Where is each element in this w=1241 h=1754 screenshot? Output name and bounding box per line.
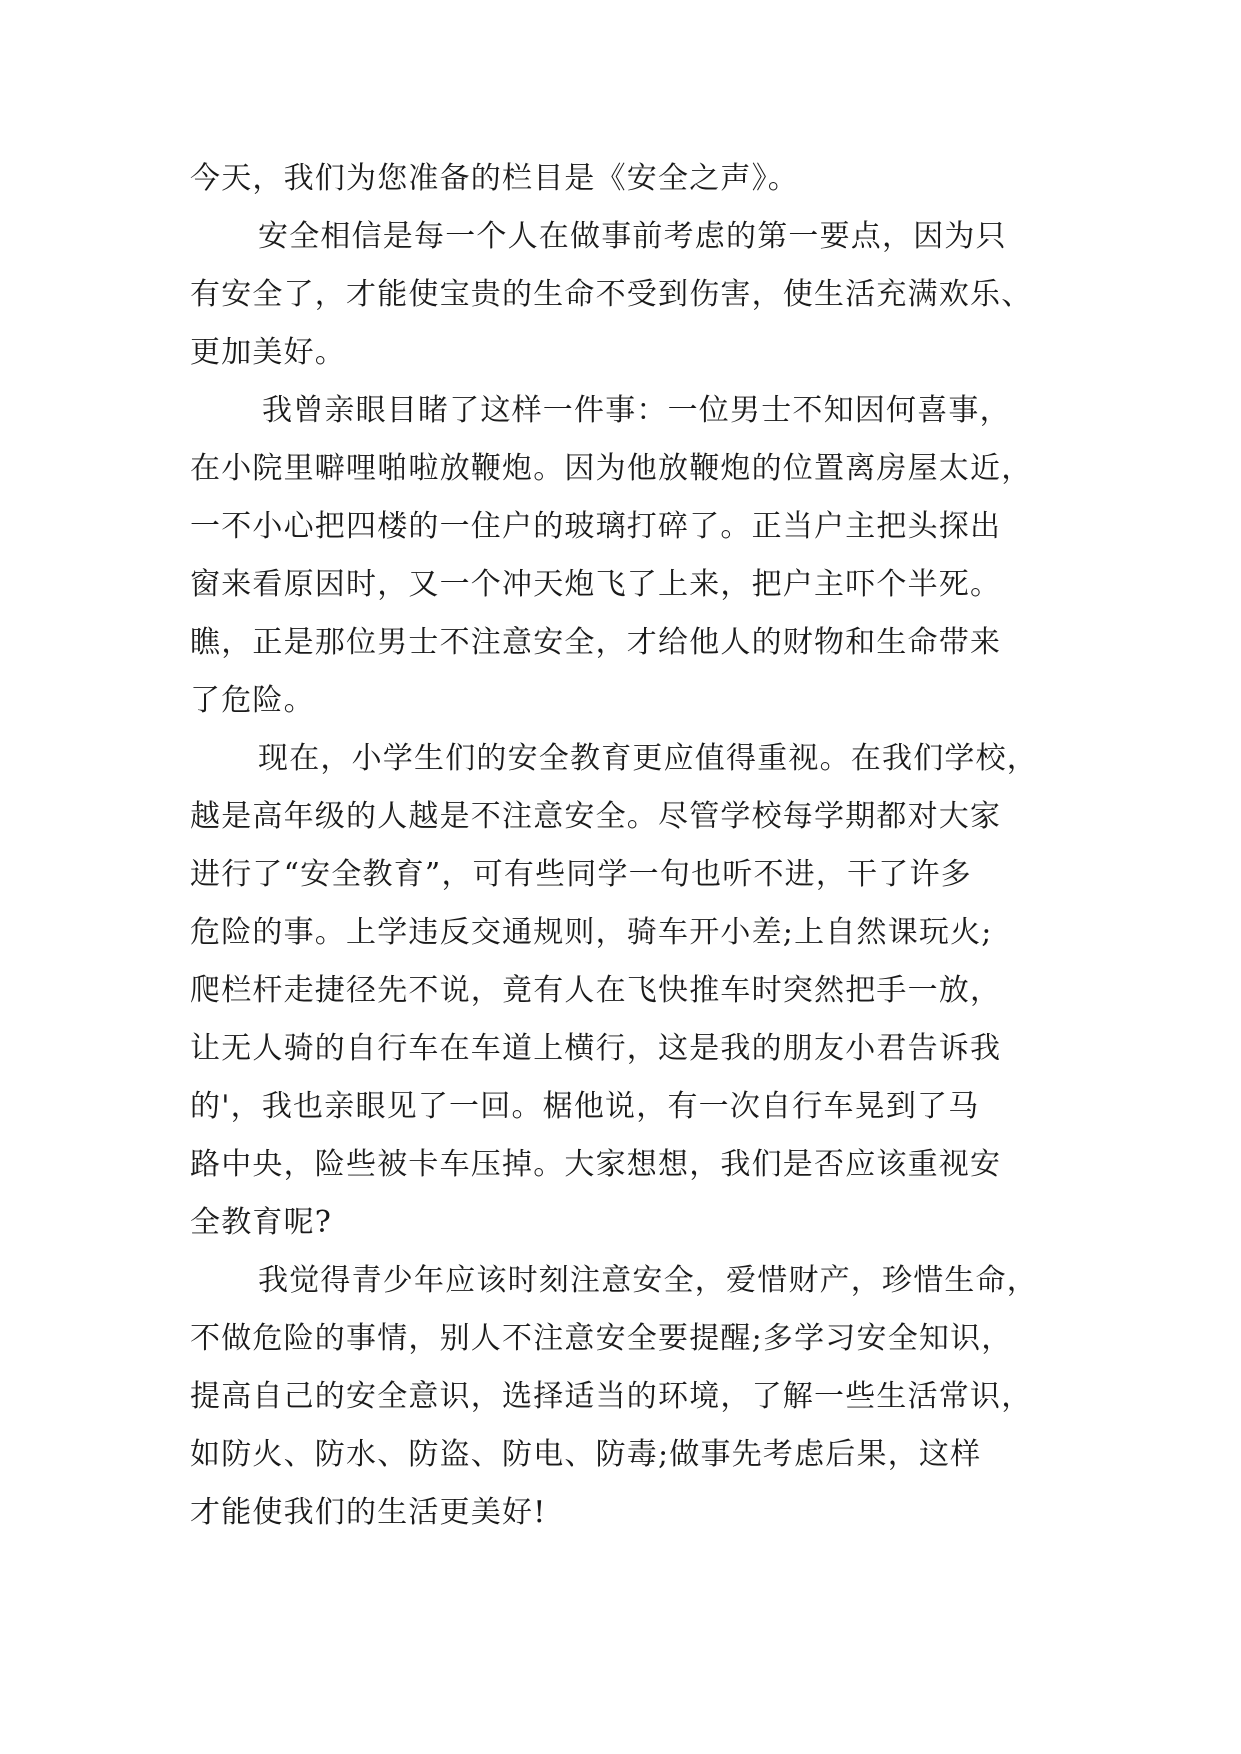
text-line: 窗来看原因时，又一个冲天炮飞了上来，把户主吓个半死。: [190, 567, 1002, 602]
text-line: 更加美好。: [190, 335, 346, 370]
text-line: 今天，我们为您准备的栏目是《安全之声》。: [190, 161, 799, 196]
paragraph-3: [190, 382, 1060, 730]
text-line: 进行了“安全教育”，可有些同学一句也听不进，干了许多: [190, 857, 972, 892]
text-line: 不做危险的事情，别人不注意安全要提醒;多学习安全知识，: [190, 1321, 1013, 1356]
paragraph-4: [190, 730, 1060, 1252]
paragraph-2: [190, 208, 1060, 382]
text-line: 提高自己的安全意识，选择适当的环境，了解一些生活常识，: [190, 1379, 1033, 1414]
text-line: 如防火、防水、防盗、防电、防毒;做事先考虑后果，这样: [190, 1437, 982, 1472]
paragraph-5: [190, 1252, 1060, 1542]
text-line: 让无人骑的自行车在车道上横行，这是我的朋友小君告诉我: [190, 1031, 1002, 1066]
document-body: [190, 150, 1060, 1542]
text-line: 爬栏杆走捷径先不说，竟有人在飞快推车时突然把手一放，: [190, 973, 1002, 1008]
text-line: 安全相信是每一个人在做事前考虑的第一要点，因为只: [258, 219, 1007, 254]
text-line: 在小院里噼哩啪啦放鞭炮。因为他放鞭炮的位置离房屋太近，: [190, 451, 1033, 486]
text-line: 危险的事。上学违反交通规则，骑车开小差;上自然课玩火;: [190, 915, 993, 950]
paragraph-1: [190, 150, 1060, 208]
text-line: 瞧，正是那位男士不注意安全，才给他人的财物和生命带来: [190, 625, 1002, 660]
text-line: 现在，小学生们的安全教育更应值得重视。在我们学校，: [258, 741, 1038, 776]
text-line: 一不小心把四楼的一住户的玻璃打碎了。正当户主把头探出: [190, 509, 1002, 544]
text-line: 了危险。: [190, 683, 315, 718]
text-line: 我觉得青少年应该时刻注意安全，爱惜财产，珍惜生命，: [258, 1263, 1038, 1298]
text-line: 路中央，险些被卡车压掉。大家想想，我们是否应该重视安: [190, 1147, 1002, 1182]
text-line: 的'，我也亲眼见了一回。椐他说，有一次自行车晃到了马: [190, 1089, 980, 1124]
text-line: 我曾亲眼目睹了这样一件事：一位男士不知因何喜事，: [262, 393, 1011, 428]
text-line: 才能使我们的生活更美好!: [190, 1495, 547, 1530]
text-line: 全教育呢?: [190, 1205, 333, 1240]
text-line: 越是高年级的人越是不注意安全。尽管学校每学期都对大家: [190, 799, 1002, 834]
text-line: 有安全了，才能使宝贵的生命不受到伤害，使生活充满欢乐、: [190, 277, 1033, 312]
